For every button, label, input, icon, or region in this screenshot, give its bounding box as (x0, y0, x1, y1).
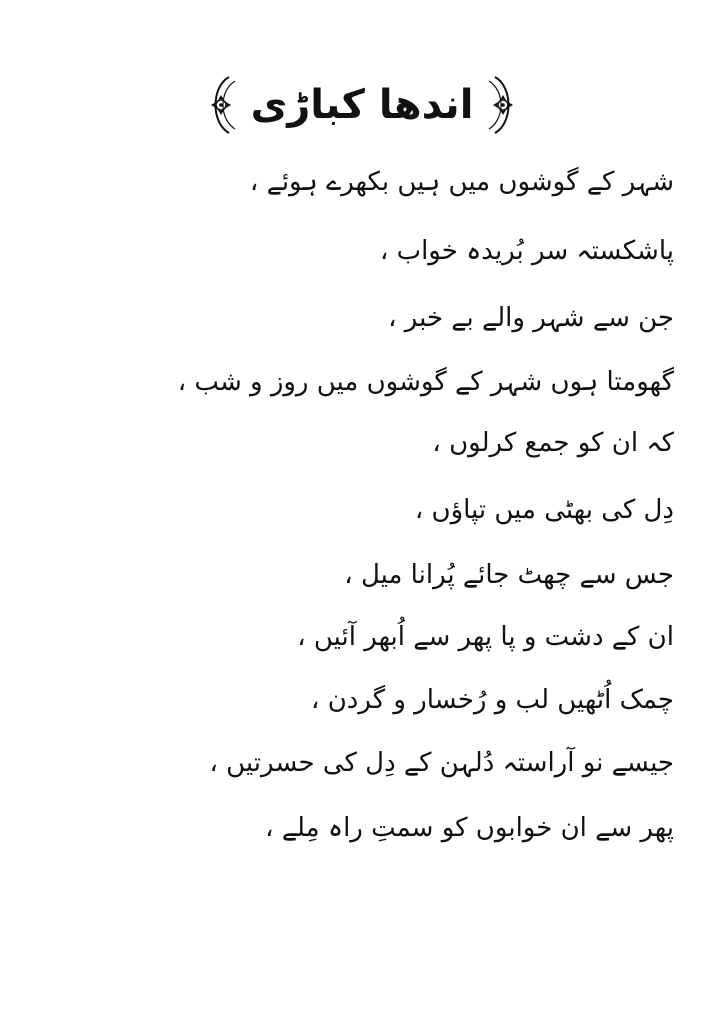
verse-line: ان کے دشت و پا پھر سے اُبھر آئیں ، (297, 622, 674, 652)
verse-line: جن سے شہر والے بے خبر ، (388, 303, 674, 333)
verse-line: پاشکستہ سر بُریدہ خواب ، (379, 236, 674, 266)
page-title: اندھا کباڑی (250, 82, 474, 128)
verse-line: شہر کے گوشوں میں ہیں بکھرے ہوئے ، (249, 167, 674, 197)
verse-line: پھر سے ان خوابوں کو سمتِ راہ مِلے ، (265, 813, 674, 843)
floral-bracket-icon (197, 70, 245, 140)
verse-line: جیسے نو آراستہ دُلہن کے دِل کی حسرتیں ، (209, 748, 674, 778)
verse-line: جس سے چھٹ جائے پُرانا میل ، (344, 560, 674, 590)
floral-bracket-icon (479, 70, 527, 140)
verse-line: چمک اُٹھیں لب و رُخسار و گردن ، (311, 685, 674, 715)
verse-line: دِل کی بھٹی میں تپاؤں ، (414, 495, 674, 525)
verse-line: کہ ان کو جمع کرلوں ، (432, 428, 674, 458)
title-block (0, 70, 724, 140)
verse-line: گھومتا ہوں شہر کے گوشوں میں روز و شب ، (177, 367, 674, 397)
